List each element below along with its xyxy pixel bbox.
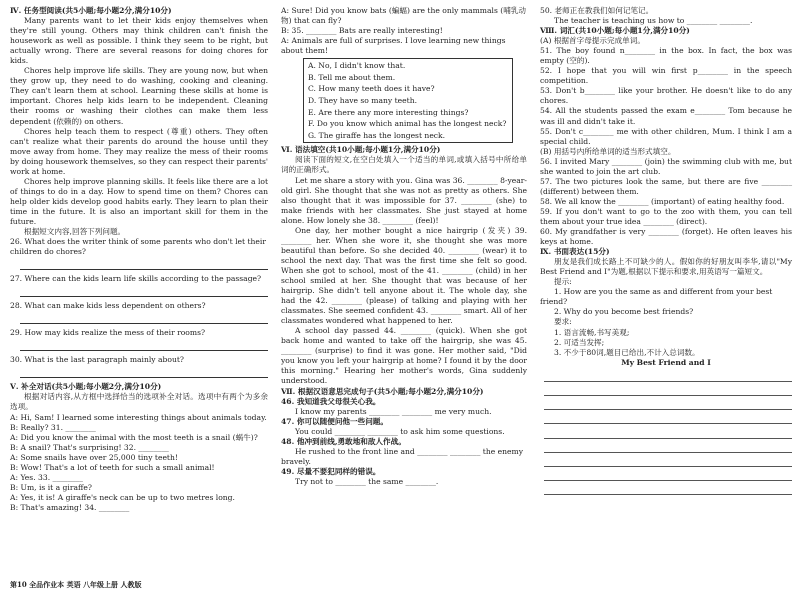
question-30: 30. What is the last paragraph mainly about? — [10, 355, 184, 365]
answer-line[interactable] — [20, 311, 268, 324]
sentence-cn: 46. 我知道我父母很关心我。 — [281, 396, 381, 406]
requirement-item: 3. 不少于80词,题目已给出,不计入总词数。 — [554, 347, 700, 357]
tip-item: 2. Why do you become best friends? — [554, 307, 694, 317]
writing-line[interactable] — [544, 368, 792, 382]
section4-title: Ⅳ. 任务型阅读(共5小题;每小题2分,满分10分) — [10, 6, 172, 15]
dialog-line: B: That's amazing! 34. ________ — [10, 502, 130, 512]
dialog-line: A: Yes, it is! A giraffe's neck can be up to two metres long. — [10, 492, 235, 502]
dialog-line: B: Wow! That's a lot of teeth for such a small animal! — [10, 462, 215, 472]
subsection-b: (B) 用括号内所给单词的适当形式填空。 — [540, 146, 676, 156]
requirement-item: 1. 语言流畅,书写美观; — [554, 327, 630, 337]
section9-title: Ⅸ. 书面表达(15分) — [540, 247, 610, 257]
options-box — [303, 58, 513, 143]
instruction: 根据短文内容,回答下列问题。 — [24, 227, 126, 237]
answer-line[interactable] — [20, 338, 268, 351]
question-28: 28. What can make kids less dependent on others? — [10, 301, 206, 311]
answer-line[interactable] — [20, 257, 268, 270]
vocab-item: 51. The boy found n________ in the box. In fact, the box was empty (空的). — [540, 46, 792, 66]
section8-title: Ⅷ. 词汇(共10小题;每小题1分,满分10分) — [540, 26, 690, 36]
option-g: G. The giraffe has the longest neck. — [308, 130, 446, 140]
vocab-item: 56. I invited Mary ________ (join) the swimming club with me, but she wanted to join the art club. — [540, 156, 792, 176]
essay-title: My Best Friend and I — [621, 357, 711, 367]
vocab-item: 55. Don't c________ me with other children, Mum. I think I am a special child. — [540, 126, 792, 146]
requirement-item: 2. 可适当发挥; — [554, 337, 605, 347]
instruction: 根据对话内容,从方框中选择恰当的选项补全对话。选项中有两个为多余选项。 — [10, 392, 268, 412]
question-29: 29. How may kids realize the mess of their rooms? — [10, 328, 206, 338]
sentence-cn: 47. 你可以随便问他一些问题。 — [281, 416, 388, 426]
sentence-en: He rushed to the front line and ________ ________ the enemy bravely. — [281, 446, 524, 466]
dialog-line: B: Um, is it a giraffe? — [10, 482, 92, 492]
sentence-cn: 50. 老师正在教我们如何记笔记。 — [540, 6, 654, 15]
dialog-line: A: Yes. 33. ________ — [10, 472, 83, 482]
option-d: D. They have so many teeth. — [308, 96, 418, 106]
tips-label: 提示: — [554, 277, 572, 287]
dialog-line: B: A snail? That's surprising! 32. ________ — [10, 442, 169, 452]
question-27: 27. Where can the kids learn life skills according to the passage? — [10, 274, 262, 284]
sentence-cn: 48. 他冲到前线,勇敢地和敌人作战。 — [281, 436, 406, 446]
vocab-item: 53. Don't b________ like your brother. He doesn't like to do any chores. — [540, 86, 792, 106]
subsection-a: (A) 根据首字母提示完成单词。 — [540, 36, 645, 46]
dialog-line: A: Some snails have over 25,000 tiny teeth! — [10, 452, 178, 462]
vocab-item: 54. All the students passed the exam e________ Tom because he was ill and didn't take it. — [540, 106, 792, 126]
option-b: B. Tell me about them. — [308, 72, 396, 82]
sentence-cn: 49. 尽量不要犯同样的错误。 — [281, 466, 381, 476]
dialog-line: A: Sure! Did you know bats (蝙蝠) are the only mammals (哺乳动物) that can fly? — [281, 6, 527, 26]
writing-line[interactable] — [544, 453, 792, 467]
question-26: 26. What does the writer think of some parents who don't let their children do chores? — [10, 237, 266, 257]
writing-line[interactable] — [544, 467, 792, 481]
writing-prompt: 朋友是我们成长路上不可缺少的人。假如你的好朋友叫李华,请以"My Best Friend and I"为题,根据以下提示和要求,用英语写一篇短文。 — [540, 257, 792, 277]
column-middle — [281, 6, 527, 487]
dialog-line: B: 35. ________ Bats are really interesting! — [281, 26, 443, 36]
passage-paragraph: Let me share a story with you. Gina was 36. ________ 8-year-old girl. She thought that she was not as pretty as others. She also thought that it was impossible for 37. ________ (she) to make friends with her classmates. She just stayed at home alone. How lonely she 38. ________ (feel)! — [281, 175, 527, 225]
passage-paragraph: One day, her mother bought a nice hairgrip (发夹) 39. ________ her. When she wore it, she thought she was more beautiful than before. So she decided 40. ________ (wear) it to school the next day. That was the first time she felt so good. When she got to school, most of the 41. ________ (child) in her school smiled at her. She thought that was because of her hairgrip. She didn't tell anyone about it. The whole day, she had the 42. ________ (please) of talking and playing with her classmates. She seemed confident 43. ________ smart. All of her classmates wondered what happened to her. — [281, 225, 527, 326]
answer-line[interactable] — [20, 284, 268, 297]
section7-title: Ⅶ. 根据汉语意思完成句子(共5小题;每小题2分,满分10分) — [281, 386, 484, 396]
instruction: 阅读下面的短文,在空白处填入一个适当的单词,或填入括号中所给单词的正确形式。 — [281, 155, 527, 175]
option-f: F. Do you know which animal has the longest neck? — [308, 119, 507, 129]
writing-line[interactable] — [544, 439, 792, 453]
option-e: E. Are there any more interesting things? — [308, 107, 469, 117]
answer-line[interactable] — [20, 365, 268, 378]
dialog-line: A: Did you know the animal with the most teeth is a snail (蜗牛)? — [10, 432, 258, 442]
sentence-en: Try not to ________ the same ________. — [295, 476, 439, 486]
vocab-item: 58. We all know the ________ (important) of eating healthy food. — [540, 196, 785, 206]
passage-paragraph: Chores help improve life skills. They are young now, but when they grow up, they need to do washing, cooking and cleaning. They can't learn them at school. Learning these skills at home is important. Chores help kids learn to be independent. Cleaning their rooms or washing their clothes can make them less dependent (依赖的) on others. — [10, 66, 268, 126]
page-footer: 第10 全品作业本 英语 八年级上册 人教版 — [10, 580, 142, 589]
tip-item: 1. How are you the same as and different from your best friend? — [540, 287, 773, 307]
passage-paragraph: A school day passed 44. ________ (quick). When she got back home and wanted to take off the hairgrip, she was 45. ________ (surprise) to find it was gone. Her mother said, "Did you know you left your hairgrip at home? I found it by the door this morning." Hearing her mother's words, Gina suddenly understood. — [281, 326, 527, 386]
dialog-line: A: Hi, Sam! I learned some interesting things about animals today. — [10, 412, 267, 422]
dialog-line: A: Animals are full of surprises. I love learning new things about them! — [281, 36, 506, 56]
vocab-item: 60. My grandfather is very ________ (forget). He often leaves his keys at home. — [540, 227, 792, 247]
vocab-item: 57. The two pictures look the same, but there are five ________ (different) between them. — [540, 176, 792, 196]
writing-line[interactable] — [544, 382, 792, 396]
writing-line[interactable] — [544, 481, 792, 495]
option-a: A. No, I didn't know that. — [308, 61, 406, 71]
section6-title: Ⅵ. 语法填空(共10小题;每小题1分,满分10分) — [281, 145, 441, 155]
sentence-en: The teacher is teaching us how to ________ ________. — [554, 16, 753, 26]
writing-line[interactable] — [544, 410, 792, 424]
passage-paragraph: Many parents want to let their kids enjoy themselves when they're still young. Others may think children can't finish the housework as well as possible. I think they seem to be right, but actually wrong. There are several reasons for doing chores for kids. — [10, 16, 268, 66]
writing-line[interactable] — [544, 424, 792, 438]
passage-paragraph: Chores help teach them to respect (尊重) others. They often can't realize what their parents do around the house until they move away from home. They may realize the mess of their rooms by doing housework themselves, so they can respect their parents' work at home. — [10, 126, 268, 176]
option-c: C. How many teeth does it have? — [308, 84, 435, 94]
vocab-item: 59. If you don't want to go to the zoo with them, you can tell them about your true idea ________ (direct). — [540, 206, 792, 226]
section5-title: Ⅴ. 补全对话(共5小题;每小题2分,满分10分) — [10, 382, 162, 392]
sentence-en: You could ________ ________ to ask him some questions. — [295, 426, 505, 436]
column-right — [540, 6, 792, 495]
requirements-label: 要求: — [554, 317, 572, 327]
writing-line[interactable] — [544, 396, 792, 410]
sentence-en: I know my parents ________ ________ me very much. — [295, 406, 492, 416]
dialog-line: B: Really? 31. ________ — [10, 422, 96, 432]
vocab-item: 52. I hope that you will win first p________ in the speech competition. — [540, 66, 792, 86]
passage-paragraph: Chores help improve planning skills. It feels like there are a lot of things to do in a day. How to spend time on them? Chores can help older kids develop good habits early. They learn to plan their time in the future. It is also an important skill for them in the future. — [10, 176, 268, 226]
column-left — [10, 6, 268, 513]
